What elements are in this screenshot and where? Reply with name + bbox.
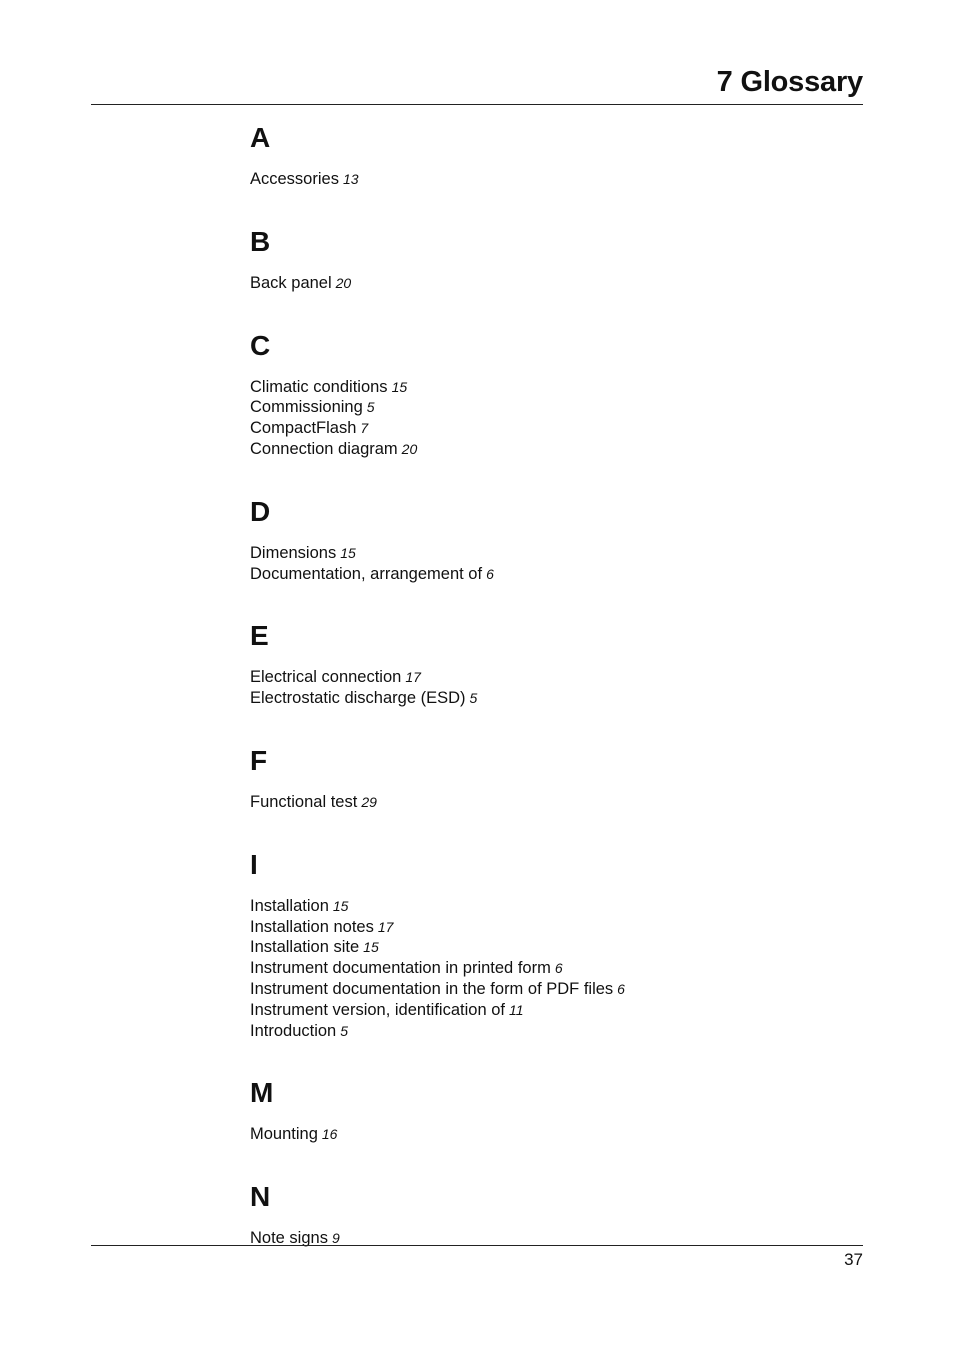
- glossary-section-c: [250, 326, 850, 460]
- entry-term: Dimensions: [250, 543, 337, 562]
- entry-page-ref: 9: [331, 1230, 340, 1247]
- entry-list: [250, 273, 850, 294]
- entry-page-ref: 6: [554, 960, 563, 977]
- entry-term: Connection diagram: [250, 439, 398, 458]
- glossary-entry: [250, 543, 850, 564]
- glossary-entry: [250, 564, 850, 585]
- entry-page-ref: 29: [361, 793, 377, 810]
- page-title: 7 Glossary: [716, 66, 863, 98]
- glossary-entry: [250, 397, 850, 418]
- section-letter: D: [250, 495, 271, 527]
- glossary-entry: [250, 896, 850, 917]
- section-letter: M: [250, 1077, 274, 1109]
- entry-term: Instrument version, identification of: [250, 1000, 505, 1019]
- page-header: [91, 64, 863, 105]
- entry-term: Installation site: [250, 938, 360, 957]
- entry-page-ref: 16: [321, 1126, 338, 1143]
- entry-term: Instrument documentation in the form of PDF files: [250, 979, 614, 998]
- entry-page-ref: 15: [340, 544, 356, 561]
- section-letter: A: [250, 122, 271, 153]
- entry-term: Mounting: [250, 1125, 318, 1144]
- entry-term: CompactFlash: [250, 419, 357, 438]
- section-letter: N: [250, 1181, 271, 1213]
- entry-list: [250, 169, 850, 190]
- entry-page-ref: 15: [391, 378, 408, 395]
- entry-term: Introduction: [250, 1021, 337, 1040]
- entry-page-ref: 5: [469, 690, 478, 707]
- glossary-entry: [250, 377, 850, 398]
- entry-term: Climatic conditions: [250, 377, 388, 396]
- entry-term: Commissioning: [250, 398, 363, 417]
- entry-term: Electrical connection: [250, 668, 402, 687]
- entry-page-ref: 5: [366, 399, 375, 416]
- glossary-entry: [250, 979, 850, 1000]
- glossary-entry: [250, 169, 850, 190]
- entry-term: Electrostatic discharge (ESD): [250, 689, 466, 708]
- section-letter: C: [250, 329, 271, 361]
- entry-term: Instrument documentation in printed form: [250, 959, 551, 978]
- entry-list: [250, 377, 850, 460]
- entry-list: [250, 896, 850, 1042]
- entry-page-ref: 20: [401, 440, 418, 457]
- entry-term: Note signs: [250, 1229, 328, 1248]
- glossary-entry: [250, 958, 850, 979]
- section-letter: F: [250, 744, 268, 776]
- entry-list: [250, 543, 850, 585]
- entry-term: Documentation, arrangement of: [250, 564, 483, 583]
- entry-list: [250, 1124, 850, 1145]
- entry-list: [250, 667, 850, 709]
- glossary-entry: [250, 917, 850, 938]
- glossary-entry: [250, 1000, 850, 1021]
- page-footer: [91, 1245, 863, 1269]
- entry-page-ref: 13: [342, 171, 359, 187]
- entry-list: [250, 792, 850, 813]
- glossary-section-n: [250, 1177, 850, 1249]
- glossary-index: [250, 118, 850, 1281]
- entry-page-ref: 15: [363, 939, 379, 956]
- glossary-entry: [250, 688, 850, 709]
- glossary-section-f: [250, 741, 850, 813]
- glossary-entry: [250, 418, 850, 439]
- glossary-entry: [250, 937, 850, 958]
- glossary-section-e: [250, 616, 850, 709]
- section-letter: B: [250, 225, 271, 257]
- entry-term: Accessories: [250, 170, 339, 188]
- entry-page-ref: 6: [617, 980, 625, 997]
- glossary-entry: [250, 1021, 850, 1042]
- glossary-section-d: [250, 492, 850, 585]
- entry-page-ref: 11: [508, 1001, 524, 1018]
- page-number: 37: [844, 1250, 863, 1269]
- entry-page-ref: 6: [486, 565, 494, 582]
- entry-term: Installation notes: [250, 917, 374, 936]
- glossary-section-b: [250, 222, 850, 294]
- entry-page-ref: 5: [340, 1022, 349, 1039]
- entry-page-ref: 17: [377, 918, 394, 935]
- glossary-entry: [250, 792, 850, 813]
- glossary-section-a: [250, 118, 850, 190]
- entry-page-ref: 15: [332, 897, 349, 914]
- entry-term: Back panel: [250, 273, 332, 292]
- glossary-section-m: [250, 1073, 850, 1145]
- section-letter: E: [250, 620, 269, 652]
- glossary-entry: [250, 439, 850, 460]
- glossary-entry: [250, 667, 850, 688]
- glossary-entry: [250, 1124, 850, 1145]
- entry-page-ref: 17: [405, 669, 421, 686]
- glossary-section-i: [250, 845, 850, 1042]
- entry-page-ref: 20: [335, 274, 352, 291]
- entry-term: Installation: [250, 896, 329, 915]
- glossary-entry: [250, 273, 850, 294]
- section-letter: I: [250, 848, 258, 880]
- entry-page-ref: 7: [360, 420, 369, 437]
- entry-term: Functional test: [250, 792, 358, 811]
